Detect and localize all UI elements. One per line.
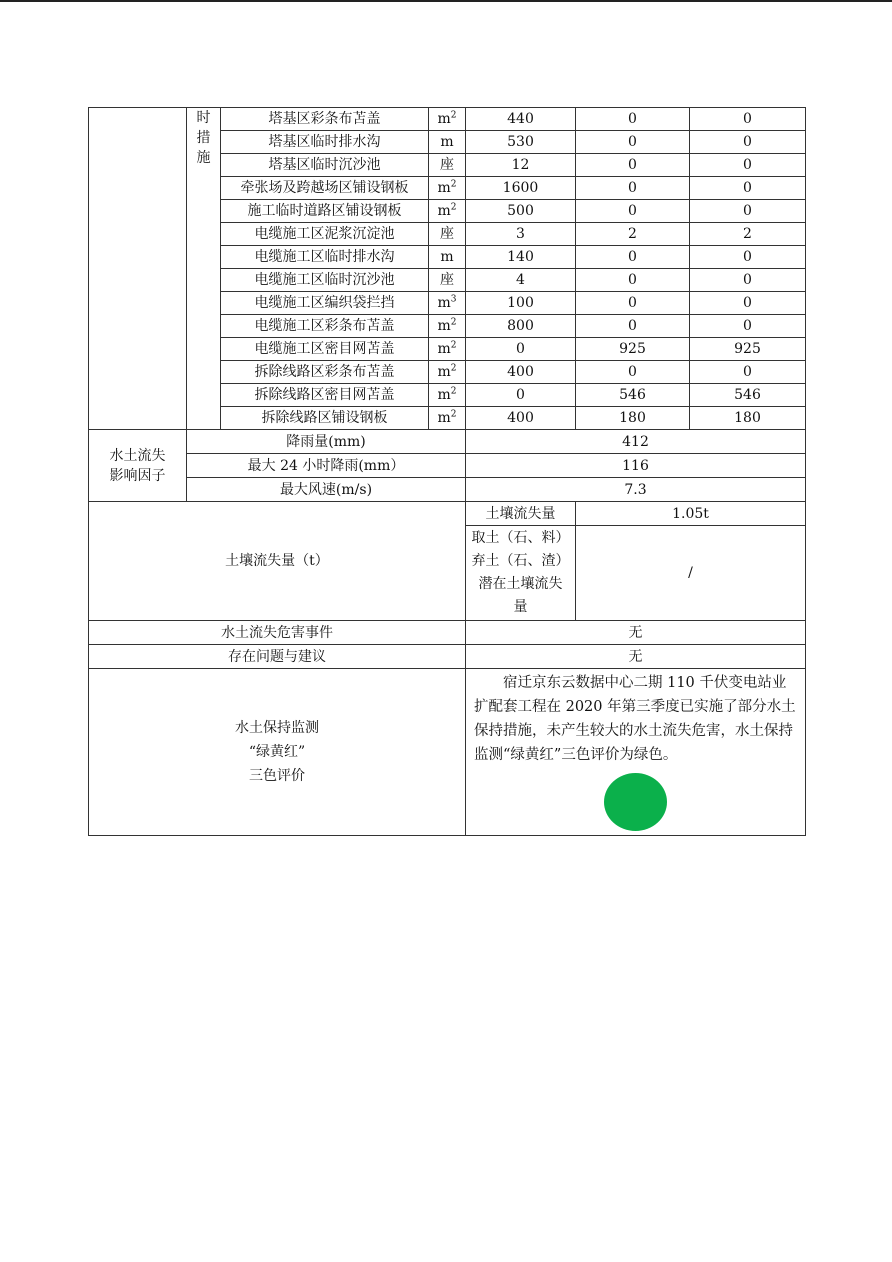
measure-unit: [429, 177, 466, 200]
measure-name: 电缆施工区彩条布苫盖: [221, 315, 429, 338]
potential-line: 取土（石、料）: [471, 530, 570, 546]
factors-label-line: 水土流失: [109, 447, 166, 464]
measure-name: 电缆施工区泥浆沉淀池: [221, 223, 429, 246]
measure-unit-base: m: [437, 180, 451, 196]
evaluation-label-line: 三色评价: [249, 768, 305, 784]
measure-unit-base: 座: [440, 157, 454, 173]
monitoring-table: [88, 107, 806, 836]
green-status-indicator: [604, 773, 667, 831]
measure-category-char: 措: [196, 130, 211, 146]
measure-this-quarter: 925: [576, 338, 690, 361]
potential-line: 量: [513, 599, 528, 615]
measure-unit-base: m: [437, 111, 451, 127]
measure-name: 拆除线路区密目网苫盖: [221, 384, 429, 407]
measure-design: 1600: [466, 177, 576, 200]
measure-this-quarter: 0: [576, 292, 690, 315]
measure-name: 电缆施工区密目网苫盖: [221, 338, 429, 361]
potential-line: 潜在土壤流失: [478, 576, 563, 592]
measure-unit-base: m: [437, 203, 451, 219]
soil-loss-label: 土壤流失量（t）: [89, 502, 466, 621]
evaluation-label-line: “绿黄红”: [248, 744, 306, 760]
factor-value: 116: [466, 454, 806, 478]
measure-unit-base: m: [437, 364, 451, 380]
measure-unit-base: m: [437, 318, 451, 334]
measure-unit: [429, 246, 466, 269]
measure-name: 塔基区临时沉沙池: [221, 154, 429, 177]
measure-unit-base: 座: [440, 226, 454, 242]
measure-type-cell: [89, 108, 187, 430]
measure-design: 0: [466, 384, 576, 407]
issues-row: [89, 645, 806, 669]
measure-this-quarter: 0: [576, 361, 690, 384]
evaluation-text: 宿迁京东云数据中心二期 110 千伏变电站业扩配套工程在 2020 年第三季度已实施了部分水土保持措施，未产生较大的水土流失危害，水土保持监测“绿黄红”三色评价为绿色。: [474, 675, 796, 763]
measure-cumulative: 0: [690, 269, 806, 292]
measure-unit: [429, 361, 466, 384]
measure-design: 500: [466, 200, 576, 223]
factor-row: [89, 478, 806, 502]
measure-design: 400: [466, 407, 576, 430]
potential-line: 弃土（石、渣）: [471, 553, 570, 569]
measure-cumulative: 925: [690, 338, 806, 361]
factor-name: 最大 24 小时降雨(mm）: [187, 454, 466, 478]
measure-row: [89, 108, 806, 131]
measure-cumulative: 0: [690, 108, 806, 131]
measure-unit: [429, 407, 466, 430]
measure-category-char: 施: [196, 150, 211, 166]
measure-this-quarter: 0: [576, 246, 690, 269]
measure-name: 电缆施工区临时沉沙池: [221, 269, 429, 292]
measure-cumulative: 2: [690, 223, 806, 246]
measure-unit-exponent: 2: [450, 363, 457, 374]
evaluation-label-line: 水土保持监测: [235, 720, 319, 736]
measure-name: 施工临时道路区铺设钢板: [221, 200, 429, 223]
measure-cumulative: 0: [690, 361, 806, 384]
measure-unit-exponent: 2: [450, 179, 457, 190]
measure-unit-exponent: 2: [450, 340, 457, 351]
measure-name: 牵张场及跨越场区铺设钢板: [221, 177, 429, 200]
measure-unit: [429, 338, 466, 361]
factors-label: [89, 430, 187, 502]
measure-cumulative: 0: [690, 315, 806, 338]
measure-unit-exponent: 2: [450, 409, 457, 420]
potential-loss-value: /: [576, 526, 806, 621]
measure-unit-base: m: [437, 387, 451, 403]
measure-category-cell: [187, 108, 221, 430]
soil-loss-sub-label: 土壤流失量: [466, 502, 576, 526]
measure-name: 拆除线路区彩条布苫盖: [221, 361, 429, 384]
measure-this-quarter: 0: [576, 154, 690, 177]
measure-unit-base: m: [437, 410, 451, 426]
page-top-border: [0, 0, 892, 2]
measure-unit: [429, 269, 466, 292]
measure-design: 12: [466, 154, 576, 177]
measure-name: 塔基区彩条布苫盖: [221, 108, 429, 131]
evaluation-label: [89, 669, 466, 836]
measure-this-quarter: 0: [576, 177, 690, 200]
measure-this-quarter: 0: [576, 315, 690, 338]
measure-unit: [429, 292, 466, 315]
factors-label-line: 影响因子: [109, 467, 166, 484]
potential-loss-label: [466, 526, 576, 621]
measure-this-quarter: 0: [576, 200, 690, 223]
measure-name: 拆除线路区铺设钢板: [221, 407, 429, 430]
factor-row: [89, 454, 806, 478]
measure-cumulative: 0: [690, 292, 806, 315]
soil-loss-sub-value: 1.05t: [576, 502, 806, 526]
hazard-row: [89, 621, 806, 645]
issues-label: 存在问题与建议: [89, 645, 466, 669]
measure-unit: [429, 315, 466, 338]
measure-cumulative: 0: [690, 154, 806, 177]
measure-design: 440: [466, 108, 576, 131]
measure-unit-base: m: [437, 295, 451, 311]
evaluation-content: [466, 669, 806, 836]
measure-design: 100: [466, 292, 576, 315]
measure-unit-exponent: 2: [450, 386, 457, 397]
measure-unit-base: m: [437, 341, 451, 357]
measure-unit: [429, 384, 466, 407]
measure-name: 塔基区临时排水沟: [221, 131, 429, 154]
measure-cumulative: 0: [690, 200, 806, 223]
measure-this-quarter: 2: [576, 223, 690, 246]
measure-design: 530: [466, 131, 576, 154]
measure-unit: [429, 131, 466, 154]
measure-this-quarter: 180: [576, 407, 690, 430]
measure-cumulative: 180: [690, 407, 806, 430]
measure-unit-exponent: 2: [450, 202, 457, 213]
measure-unit: [429, 200, 466, 223]
measure-this-quarter: 0: [576, 108, 690, 131]
measure-design: 0: [466, 338, 576, 361]
factor-value: 412: [466, 430, 806, 454]
measure-design: 800: [466, 315, 576, 338]
measure-this-quarter: 0: [576, 131, 690, 154]
measure-cumulative: 0: [690, 246, 806, 269]
measure-unit-exponent: 2: [450, 317, 457, 328]
factor-name: 最大风速(m/s): [187, 478, 466, 502]
measure-category-char: 时: [196, 110, 211, 126]
measure-cumulative: 0: [690, 177, 806, 200]
measure-unit-exponent: 2: [450, 110, 457, 121]
measure-unit-exponent: 3: [450, 294, 457, 305]
factor-value: 7.3: [466, 478, 806, 502]
issues-value: 无: [466, 645, 806, 669]
measure-unit: [429, 223, 466, 246]
measure-unit: [429, 108, 466, 131]
measure-name: 电缆施工区编织袋拦挡: [221, 292, 429, 315]
measure-name: 电缆施工区临时排水沟: [221, 246, 429, 269]
measure-design: 140: [466, 246, 576, 269]
measure-design: 400: [466, 361, 576, 384]
measure-cumulative: 546: [690, 384, 806, 407]
measure-unit-base: 座: [440, 272, 454, 288]
hazard-value: 无: [466, 621, 806, 645]
measure-this-quarter: 0: [576, 269, 690, 292]
measure-unit-base: m: [440, 134, 454, 150]
measure-unit: [429, 154, 466, 177]
soil-loss-row: [89, 502, 806, 526]
evaluation-row: [89, 669, 806, 836]
measure-cumulative: 0: [690, 131, 806, 154]
measure-design: 3: [466, 223, 576, 246]
factor-row: [89, 430, 806, 454]
measure-this-quarter: 546: [576, 384, 690, 407]
factor-name: 降雨量(mm): [187, 430, 466, 454]
hazard-label: 水土流失危害事件: [89, 621, 466, 645]
measure-unit-base: m: [440, 249, 454, 265]
measure-design: 4: [466, 269, 576, 292]
